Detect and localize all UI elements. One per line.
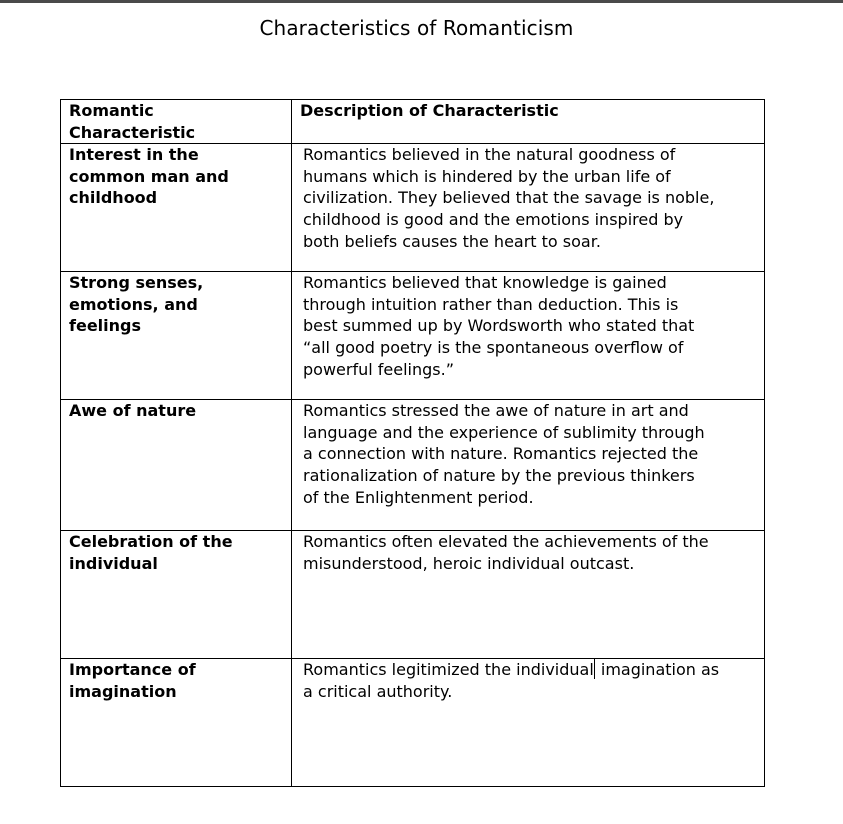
cell-text: Celebration of the [69,532,233,552]
cell-text: rationalization of nature by the previous thinkers [303,465,695,485]
cell-text: imagination as [595,660,720,680]
cell-text: childhood [69,188,158,208]
characteristic-cell [61,531,292,659]
cell-text: of the Enlightenment period. [303,487,534,507]
description-cell[interactable] [292,400,765,531]
cell-text: Romantics believed that knowledge is gained [303,273,667,293]
description-cell[interactable] [292,659,765,787]
table-header-row [61,100,765,144]
cell-text: Romantics believed in the natural goodness of [303,145,676,165]
description-cell[interactable] [292,144,765,272]
cell-text: Romantics legitimized the individual [303,660,594,680]
table-row [61,531,765,659]
cell-text: common man and [69,166,229,186]
description-cell[interactable] [292,531,765,659]
cell-text: “all good poetry is the spontaneous overflow of [303,337,684,357]
cell-text: imagination [69,681,177,701]
cell-text: a connection with nature. Romantics rejected the [303,444,699,464]
header-characteristic [61,100,292,144]
cell-text: Awe of nature [69,401,197,421]
characteristic-cell [61,272,292,400]
cell-text: misunderstood, heroic individual outcast. [303,553,635,573]
characteristics-table [60,99,765,787]
cell-text: powerful feelings.” [303,359,454,379]
cell-text: language and the experience of sublimity through [303,422,705,442]
cell-text: best summed up by Wordsworth who stated that [303,316,695,336]
cell-text: a critical authority. [303,681,453,701]
cell-text: through intuition rather than deduction. This is [303,294,679,314]
description-cell[interactable] [292,272,765,400]
window-top-bar [0,0,843,3]
characteristic-cell [61,400,292,531]
cell-text: Importance of [69,660,196,680]
header-text: Characteristic [69,122,196,142]
cell-text: Interest in the [69,145,199,165]
table-row [61,659,765,787]
cell-text: Romantics stressed the awe of nature in art and [303,401,689,421]
cell-text: humans which is hindered by the urban life of [303,166,671,186]
cell-text: emotions, and [69,294,198,314]
characteristic-cell [61,659,292,787]
cell-text: feelings [69,316,141,336]
text-cursor [594,659,595,679]
cell-text: Strong senses, [69,273,204,293]
table-row [61,400,765,531]
table-row [61,272,765,400]
cell-text: Romantics often elevated the achievements of the [303,532,709,552]
header-description: Description of Characteristic [292,100,765,144]
cell-text: both beliefs causes the heart to soar. [303,231,601,251]
cell-text: civilization. They believed that the savage is noble, [303,188,715,208]
table-row [61,144,765,272]
document-title: Characteristics of Romanticism [259,16,574,40]
header-text: Romantic [69,101,154,120]
cell-text: childhood is good and the emotions inspired by [303,209,684,229]
cell-text-line [303,659,764,681]
characteristic-cell [61,144,292,272]
cell-text: individual [69,553,158,573]
